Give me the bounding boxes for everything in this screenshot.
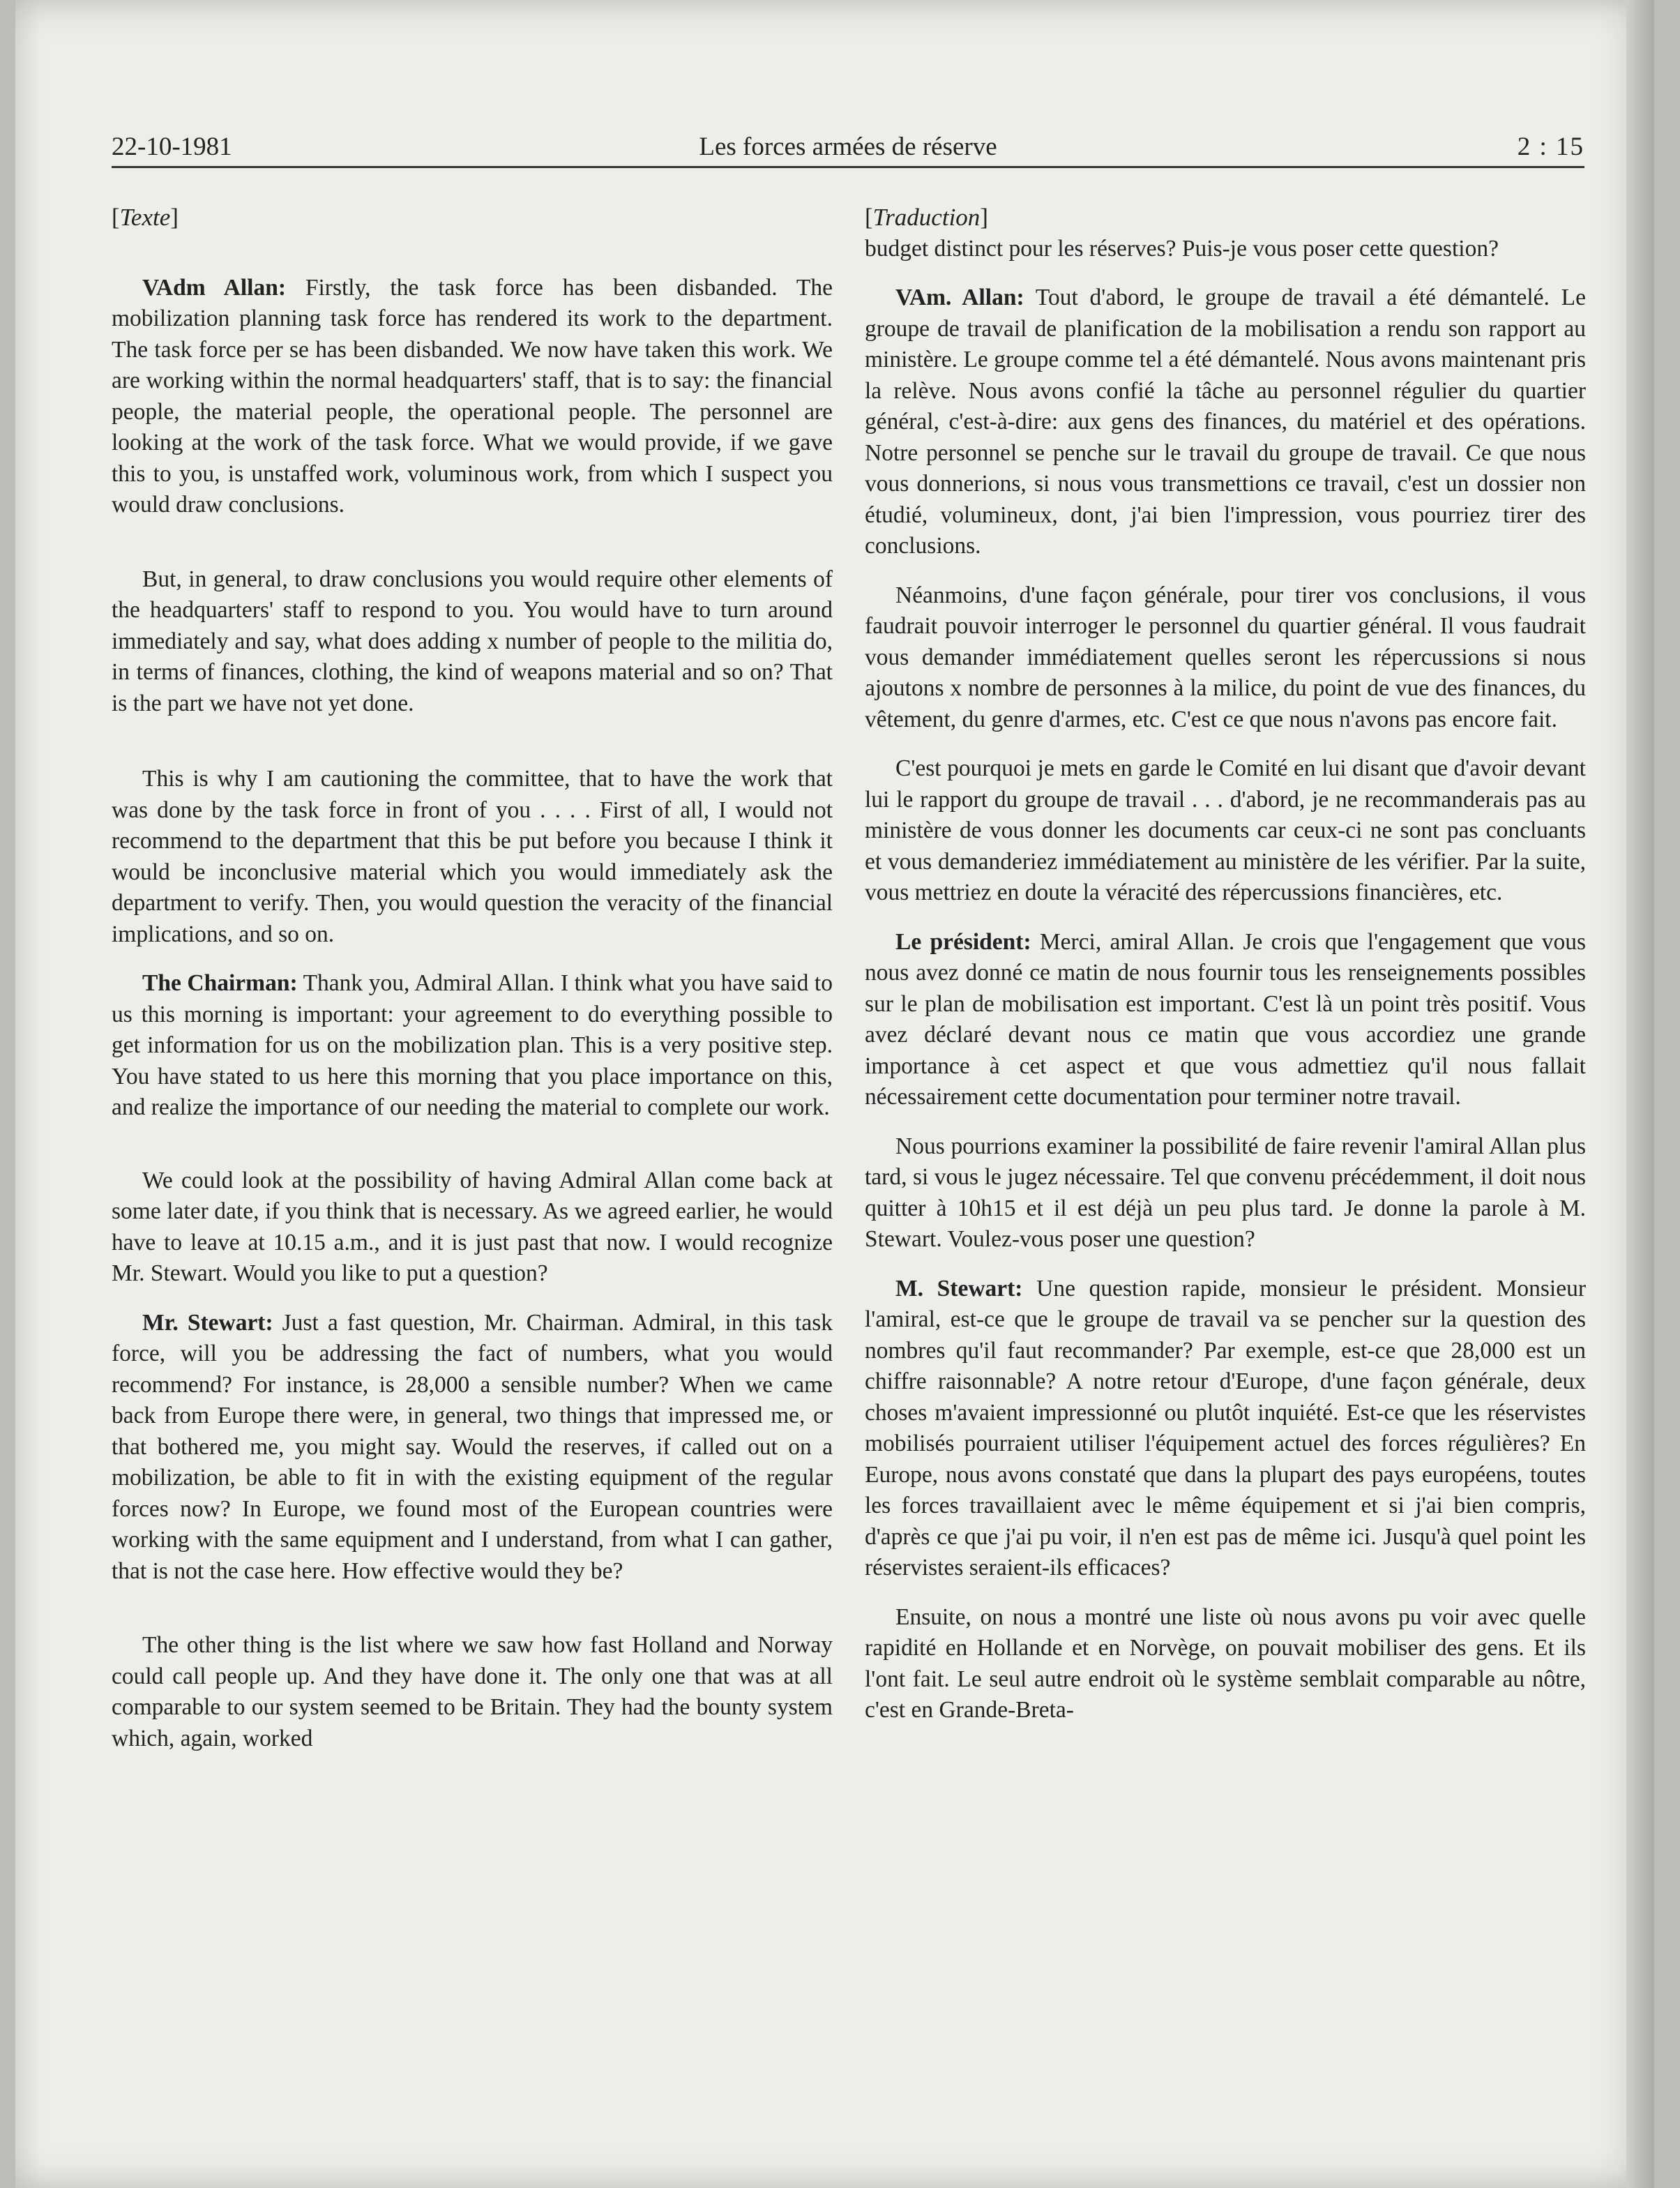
french-column [865, 202, 1586, 1744]
page [15, 0, 1654, 2188]
paragraph-conclusions-fr: Néanmoins, d'une façon générale, pour tirer vos conclusions, il vous faudrait pouvoir interroger le personnel du quartier général. Il vous faudrait vous demander immédiatement quelles seront les répercussions si nous ajoutons x nombre de personnes à la milice, du point de vue des finances, du vêtement, du genre d'armes, etc. C'est ce que nous n'avons pas encore fait. [865, 582, 1586, 732]
text-marker-label: Texte [119, 204, 171, 231]
header-title: Les forces armées de réserve [699, 133, 997, 161]
paragraph-possibility-fr: Nous pourrions examiner la possibilité de faire revenir l'amiral Allan plus tard, si vous le jugez nécessaire. Tel que convenu précédemment, il doit nous quitter à 10h15 et il est déjà un peu plus tard. Je donne la parole à M. Stewart. Voulez-vous poser une question? [865, 1133, 1586, 1252]
paragraph-allan-fr: VAm. Allan: Tout d'abord, le groupe de travail a été démantelé. Le groupe de travail de planification de la mobilisation a rendu son rapport au ministère. Le groupe comme tel a été démantelé. Nous avons maintenant pris la relève. Nous avons confié la tâche au personnel régulier du quartier général, c'est-à-dire: aux gens des finances, du matériel et des opérations. Notre personnel se penche sur le travail du groupe de travail. Ce que nous vous donnerions, si nous vous transmettions ce travail, c'est un dossier non étudié, volumineux, dont, j'ai bien l'impression, vous pourriez tirer des conclusions. [865, 285, 1586, 559]
speaker-allan-fr: VAm. Allan: [895, 285, 1024, 310]
header-page-number: 2 : 15 [1517, 133, 1584, 161]
translation-marker: [Traduction] [865, 204, 988, 231]
paragraph-conclusions: But, in general, to draw conclusions you would require other elements of the headquarters' staff to respond to you. You would have to turn around immediately and say, what does adding x number of people to the militia do, in terms of finances, clothing, the kind of weapons material and so on? That is the part we have not yet done. [112, 566, 833, 716]
running-header [112, 131, 1584, 168]
english-column [112, 202, 833, 1772]
speaker-chairman: The Chairman: [142, 970, 298, 996]
paragraph-continuation: budget distinct pour les réserves? Puis-je vous poser cette question? [865, 235, 1499, 262]
speaker-stewart-fr: M. Stewart: [895, 1275, 1023, 1302]
speaker-allan: VAdm Allan: [142, 274, 286, 301]
paragraph-stewart-fr: M. Stewart: Une question rapide, monsieur le président. Monsieur l'amiral, est-ce que le groupe de travail va se pencher sur la question des nombres qu'il faut recommander? Par exemple, est-ce que 28,000 est un chiffre raisonnable? A notre retour d'Europe, d'une façon générale, deux choses m'avaient impressionné ou plutôt inquiété. Est-ce que les réservistes mobilisés pourraient utiliser l'équipement actuel des forces régulières? En Europe, nous avons constaté que dans la plupart des pays européens, toutes les forces travaillaient avec le même équipement et si j'ai bien compris, d'après ce que j'ai pu voir, il n'en est pas de même ici. Jusqu'à quel point les réservistes seraient-ils efficaces? [865, 1275, 1586, 1580]
paragraph-cautioning-fr: C'est pourquoi je mets en garde le Comité en lui disant que d'avoir devant lui le rapport du groupe de travail . . . d'abord, je ne recommanderais pas au ministère de vous donner les documents car ceux-ci ne sont pas concluants et vous demanderiez immédiatement au ministère de les vérifier. Par la suite, vous mettriez en doute la véracité des répercussions financières, etc. [865, 755, 1586, 905]
paragraph-possibility: We could look at the possibility of having Admiral Allan come back at some later date, if you think that is necessary. As we agreed earlier, he would have to leave at 10.15 a.m., and it is just past that now. I would recognize Mr. Stewart. Would you like to put a question? [112, 1167, 833, 1286]
paragraph-chairman-fr: Le président: Merci, amiral Allan. Je crois que l'engagement que vous nous avez donné ce matin de nous fournir tous les renseignements possibles sur le plan de mobilisation est important. C'est là un point très positif. Vous avez déclaré devant nous ce matin que vous accordiez une grande importance à cet aspect et que vous admettiez qu'il nous fallait nécessairement cette documentation pour terminer notre travail. [865, 928, 1586, 1110]
paragraph-allan: VAdm Allan: Firstly, the task force has been disbanded. The mobilization planning task force has rendered its work to the department. The task force per se has been disbanded. We now have taken this work. We are working within the normal headquarters' staff, that is to say: the financial people, the material people, the operational people. The personnel are looking at the work of the task force. What we would provide, if we gave this to you, is unstaffed work, voluminous work, from which I suspect you would draw conclusions. [112, 274, 833, 518]
speaker-chairman-fr: Le président: [895, 928, 1031, 955]
paragraph-other-thing-fr: Ensuite, on nous a montré une liste où nous avons pu voir avec quelle rapidité en Hollande et en Norvège, on pouvait mobiliser des gens. Et ils l'ont fait. Le seul autre endroit où le système semblait comparable au nôtre, c'est en Grande-Breta- [865, 1604, 1586, 1723]
paragraph-other-thing: The other thing is the list where we saw how fast Holland and Norway could call people up. And they have done it. The only one that was at all comparable to our system seemed to be Britain. They had the bounty system which, again, worked [112, 1632, 833, 1751]
paragraph-stewart: Mr. Stewart: Just a fast question, Mr. Chairman. Admiral, in this task force, will you be addressing the fact of numbers, what you would recommend? For instance, is 28,000 a sensible number? When we came back from Europe there were, in general, two things that impressed me, or that bothered me, you might say. Would the reserves, if called out on a mobilization, be able to fit in with the existing equipment of the regular forces now? In Europe, we found most of the European countries were working with the same equipment and I understand, from what I can gather, that is not the case here. How effective would they be? [112, 1309, 833, 1584]
text-marker: [Texte] [112, 204, 179, 231]
paragraph-cautioning: This is why I am cautioning the committee, that to have the work that was done by the task force in front of you . . . . First of all, I would not recommend to the department that this be put before you because I think it would be inconclusive material which you would immediately ask the department to verify. Then, you would question the veracity of the financial implications, and so on. [112, 766, 833, 947]
speaker-stewart: Mr. Stewart: [142, 1309, 273, 1336]
page-edge-shadow [1626, 0, 1654, 2188]
header-date: 22-10-1981 [112, 133, 232, 161]
paragraph-chairman: The Chairman: Thank you, Admiral Allan. I think what you have said to us this morning is important: your agreement to do everything possible to get information for us on the mobilization plan. This is a very positive step. You have stated to us here this morning that you place importance on this, and realize the importance of our needing the material to complete our work. [112, 970, 833, 1120]
translation-marker-label: Traduction [872, 204, 981, 231]
